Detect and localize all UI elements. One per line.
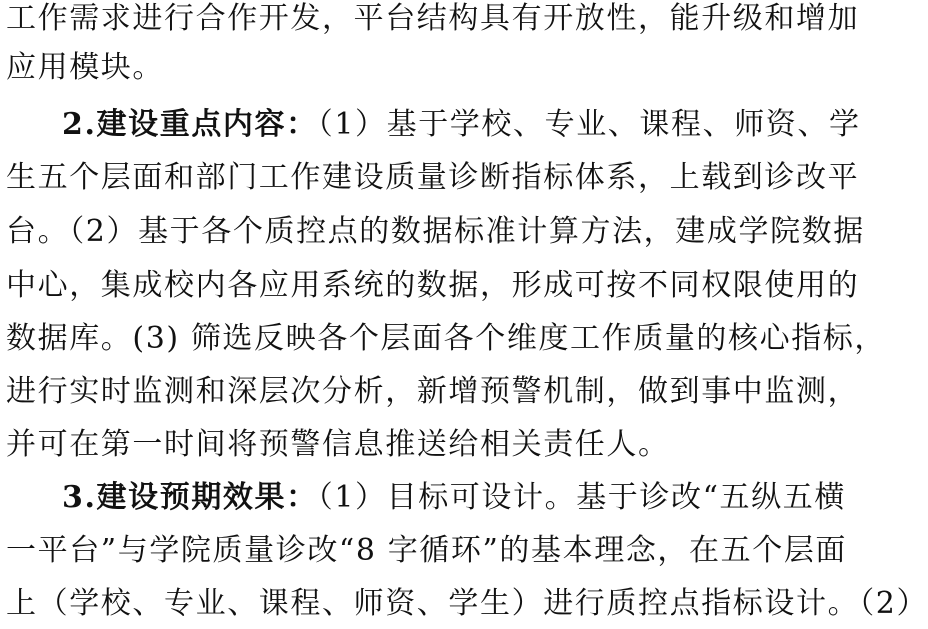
section-2-first-line <box>62 100 861 150</box>
paragraph-line: 工作需求进行合作开发，平台结构具有开放性，能升级和增加 <box>6 1 860 36</box>
paragraph-line: 进行实时监测和深层次分析，新增预警机制，做到事中监测， <box>6 374 860 409</box>
paragraph-line: 应用模块。 <box>6 50 164 85</box>
section-3-first-line <box>62 473 846 523</box>
section-2-text: （1）基于学校、专业、课程、师资、学 <box>317 107 861 142</box>
paragraph-line: 台。（2）基于各个质控点的数据标准计算方法，建成学院数据 <box>6 214 865 249</box>
paragraph-line: 上（学校、专业、课程、师资、学生）进行质控点指标设计。（2） <box>6 586 928 621</box>
section-3-text: （1）目标可设计。基于诊改“五纵五横 <box>317 480 846 515</box>
paragraph-line: 一平台”与学院质量诊改“8 字循环”的基本理念，在五个层面 <box>6 533 848 568</box>
section-3-heading: 3.建设预期效果： <box>62 480 318 515</box>
paragraph-line: 并可在第一时间将预警信息推送给相关责任人。 <box>6 427 670 462</box>
paragraph-line: 中心，集成校内各应用系统的数据，形成可按不同权限使用的 <box>6 268 860 303</box>
section-2-heading: 2.建设重点内容： <box>62 107 318 142</box>
paragraph-line: 数据库。(3) 筛选反映各个层面各个维度工作质量的核心指标， <box>6 321 887 356</box>
paragraph-line: 生五个层面和部门工作建设质量诊断指标体系，上载到诊改平 <box>6 160 860 195</box>
